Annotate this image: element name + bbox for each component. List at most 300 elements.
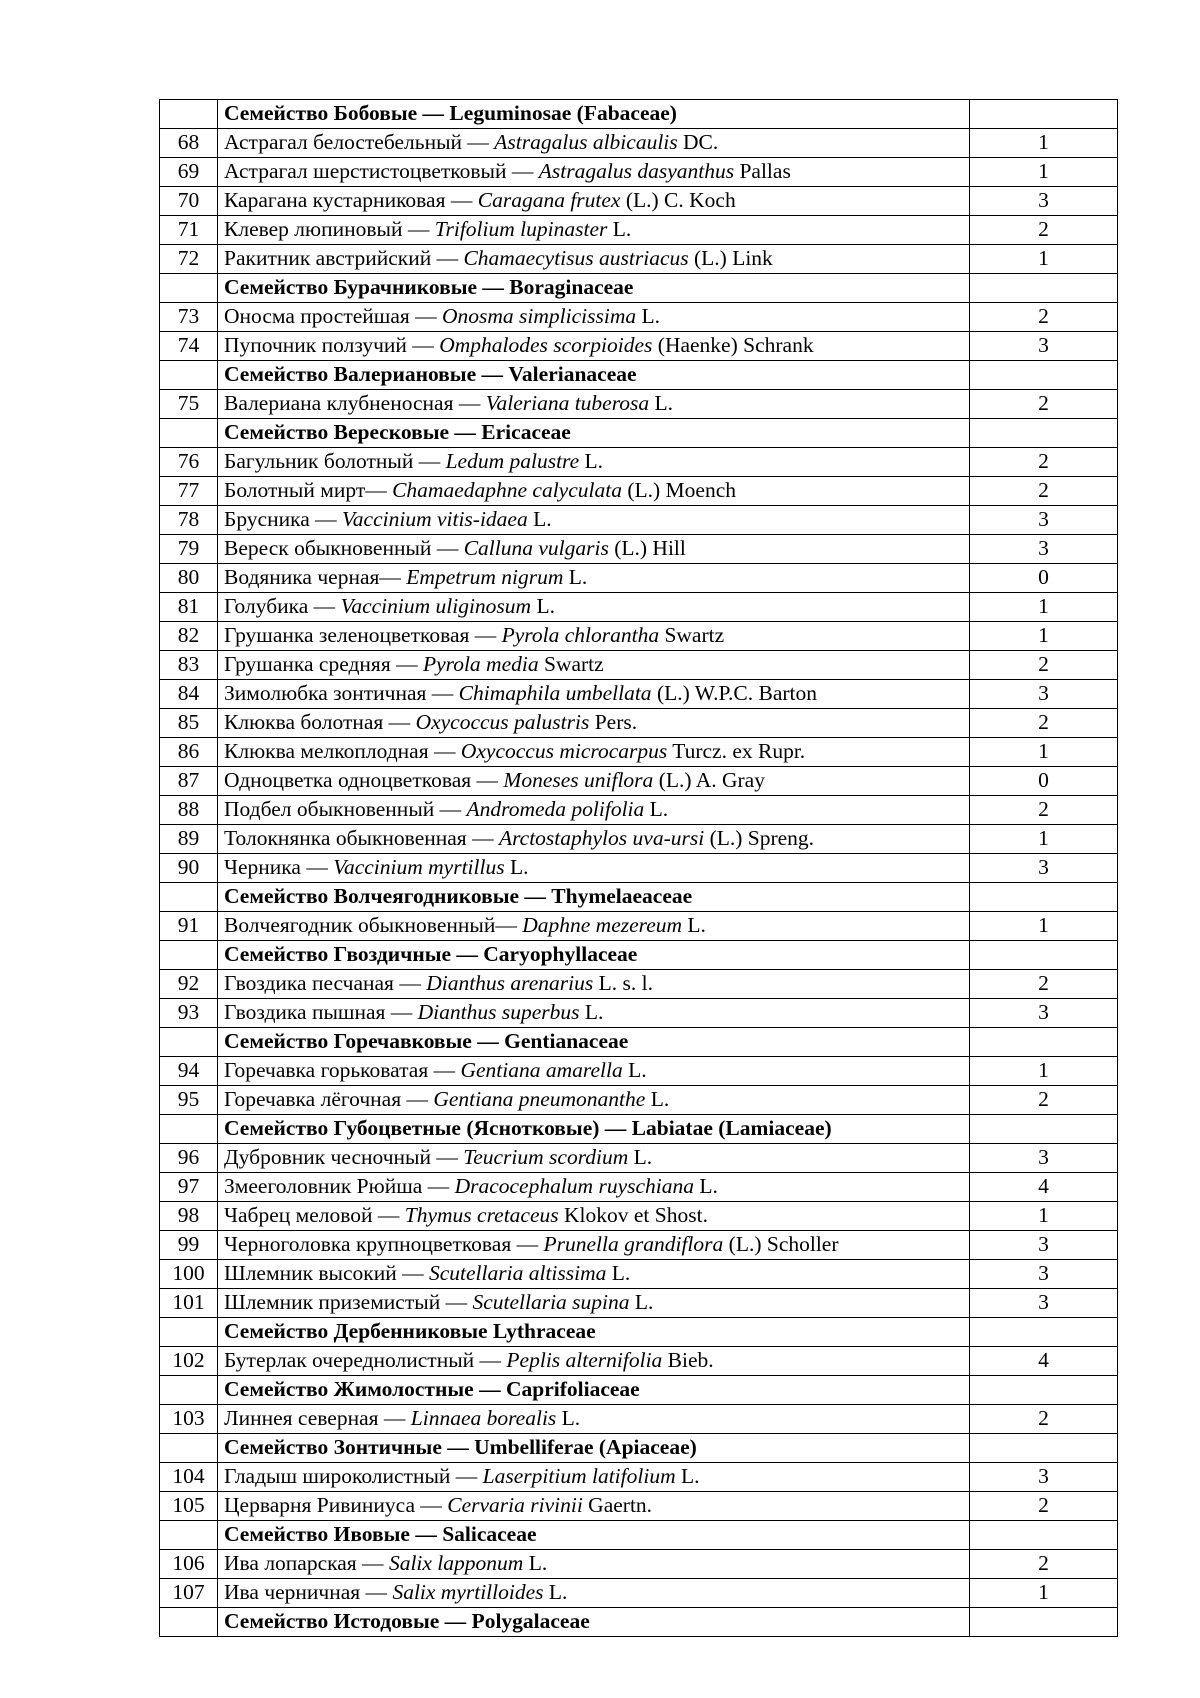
status-category: 1 <box>970 1057 1118 1086</box>
name-text: (L.) A. Gray <box>653 768 765 793</box>
status-category: 2 <box>970 303 1118 332</box>
name-text: Линнея северная — <box>224 1406 411 1431</box>
status-category: 1 <box>970 1579 1118 1608</box>
status-category: 0 <box>970 564 1118 593</box>
family-name <box>218 1115 970 1144</box>
row-number: 70 <box>160 187 218 216</box>
status-category: 4 <box>970 1173 1118 1202</box>
name-text: Гладыш широколистный — <box>224 1464 483 1489</box>
row-number: 72 <box>160 245 218 274</box>
latin-name: Dianthus superbus <box>417 1000 580 1025</box>
species-name <box>218 448 970 477</box>
latin-name: Laserpitium latifolium <box>482 1464 676 1489</box>
status-category <box>970 883 1118 912</box>
latin-name: Gentiana amarella <box>460 1058 623 1083</box>
name-text: (Haenke) Schrank <box>652 333 814 358</box>
family-row <box>160 941 1118 970</box>
row-number: 94 <box>160 1057 218 1086</box>
species-row <box>160 158 1118 187</box>
name-text: Семейство Бобовые — Leguminosae (Fabaceae) <box>224 101 677 126</box>
species-row <box>160 129 1118 158</box>
latin-name: Trifolium lupinaster <box>434 217 608 242</box>
name-text: L. <box>628 1145 653 1170</box>
row-number: 78 <box>160 506 218 535</box>
name-text: L. <box>527 507 552 532</box>
name-text: L. <box>606 1261 631 1286</box>
latin-name: Calluna vulgaris <box>463 536 609 561</box>
latin-name: Astragalus dasyanthus <box>538 159 735 184</box>
name-text: Зимолюбка зонтичная — <box>224 681 459 706</box>
species-name <box>218 158 970 187</box>
status-category: 2 <box>970 651 1118 680</box>
name-text: (L.) W.P.C. Barton <box>651 681 818 706</box>
name-text: L. <box>629 1290 654 1315</box>
species-name <box>218 1550 970 1579</box>
family-row <box>160 1318 1118 1347</box>
latin-name: Moneses uniflora <box>503 768 654 793</box>
latin-name: Arctostaphylos uva-ursi <box>498 826 705 851</box>
latin-name: Salix lapponum <box>388 1551 524 1576</box>
species-row <box>160 651 1118 680</box>
row-number <box>160 1608 218 1637</box>
status-category: 2 <box>970 970 1118 999</box>
row-number: 93 <box>160 999 218 1028</box>
species-row <box>160 303 1118 332</box>
status-category <box>970 1434 1118 1463</box>
status-category <box>970 1028 1118 1057</box>
status-category <box>970 1115 1118 1144</box>
row-number <box>160 361 218 390</box>
status-category: 3 <box>970 1144 1118 1173</box>
family-row <box>160 1521 1118 1550</box>
species-name <box>218 1086 970 1115</box>
row-number <box>160 1434 218 1463</box>
status-category: 3 <box>970 999 1118 1028</box>
name-text: L. <box>644 797 669 822</box>
name-text: Подбел обыкновенный — <box>224 797 467 822</box>
name-text: Водяника черная— <box>224 565 407 590</box>
family-name <box>218 1318 970 1347</box>
row-number: 95 <box>160 1086 218 1115</box>
status-category: 1 <box>970 622 1118 651</box>
row-number: 107 <box>160 1579 218 1608</box>
family-name <box>218 1521 970 1550</box>
species-row <box>160 390 1118 419</box>
latin-name: Chamaecytisus austriacus <box>463 246 689 271</box>
species-row <box>160 1492 1118 1521</box>
species-name <box>218 738 970 767</box>
name-text: Горечавка горьковатая — <box>224 1058 461 1083</box>
status-category: 2 <box>970 477 1118 506</box>
name-text: Gaertn. <box>582 1493 653 1518</box>
species-row <box>160 332 1118 361</box>
row-number: 92 <box>160 970 218 999</box>
latin-name: Astragalus albicaulis <box>494 130 678 155</box>
name-text: DC. <box>677 130 719 155</box>
status-category: 3 <box>970 680 1118 709</box>
name-text: Семейство Жимолостные — Caprifoliaceae <box>224 1377 640 1402</box>
latin-name: Oxycoccus palustris <box>415 710 590 735</box>
name-text: Гвоздика пышная — <box>224 1000 418 1025</box>
status-category: 3 <box>970 1231 1118 1260</box>
row-number: 69 <box>160 158 218 187</box>
table-body <box>160 100 1118 1637</box>
status-category: 1 <box>970 129 1118 158</box>
latin-name: Onosma simplicissima <box>442 304 637 329</box>
status-category <box>970 361 1118 390</box>
family-row <box>160 361 1118 390</box>
latin-name: Vaccinium uliginosum <box>340 594 532 619</box>
status-category: 2 <box>970 1086 1118 1115</box>
species-name <box>218 1405 970 1434</box>
latin-name: Oxycoccus microcarpus <box>460 739 668 764</box>
status-category <box>970 1318 1118 1347</box>
name-text: (L.) C. Koch <box>620 188 736 213</box>
status-category: 1 <box>970 738 1118 767</box>
family-row <box>160 1028 1118 1057</box>
name-text: Семейство Горечавковые — Gentianaceae <box>224 1029 629 1054</box>
latin-name: Linnaea borealis <box>410 1406 557 1431</box>
name-text: Багульник болотный — <box>224 449 446 474</box>
row-number: 90 <box>160 854 218 883</box>
family-row <box>160 274 1118 303</box>
name-text: L. <box>694 1174 718 1199</box>
name-text: L. <box>675 1464 700 1489</box>
latin-name: Scutellaria altissima <box>429 1261 607 1286</box>
status-category: 1 <box>970 912 1118 941</box>
name-text: Черника — <box>224 855 334 880</box>
row-number <box>160 883 218 912</box>
family-name <box>218 100 970 129</box>
name-text: Ива лопарская — <box>224 1551 389 1576</box>
latin-name: Omphalodes scorpioides <box>439 333 653 358</box>
status-category: 2 <box>970 448 1118 477</box>
species-name <box>218 216 970 245</box>
latin-name: Teucrium scordium <box>463 1145 629 1170</box>
species-row <box>160 796 1118 825</box>
row-number: 85 <box>160 709 218 738</box>
row-number: 106 <box>160 1550 218 1579</box>
name-text: Дубровник чесночный — <box>224 1145 464 1170</box>
name-text: L. <box>556 1406 581 1431</box>
status-category <box>970 1376 1118 1405</box>
row-number <box>160 941 218 970</box>
row-number: 96 <box>160 1144 218 1173</box>
status-category <box>970 100 1118 129</box>
name-text: Семейство Волчеягодниковые — Thymelaeaceae <box>224 884 693 909</box>
species-row <box>160 1144 1118 1173</box>
name-text: L. <box>543 1580 568 1605</box>
row-number: 74 <box>160 332 218 361</box>
row-number: 73 <box>160 303 218 332</box>
species-row <box>160 506 1118 535</box>
row-number <box>160 274 218 303</box>
species-row <box>160 912 1118 941</box>
status-category: 2 <box>970 1550 1118 1579</box>
species-name <box>218 129 970 158</box>
species-name <box>218 796 970 825</box>
status-category <box>970 274 1118 303</box>
name-text: Астрагал шерстистоцветковый — <box>224 159 539 184</box>
latin-name: Scutellaria supina <box>472 1290 630 1315</box>
species-name <box>218 332 970 361</box>
status-category: 1 <box>970 593 1118 622</box>
latin-name: Salix myrtilloides <box>392 1580 544 1605</box>
status-category: 3 <box>970 332 1118 361</box>
row-number: 87 <box>160 767 218 796</box>
status-category: 1 <box>970 245 1118 274</box>
name-text: Голубика — <box>224 594 341 619</box>
name-text: (L.) Link <box>688 246 773 271</box>
name-text: Оносма простейшая — <box>224 304 443 329</box>
status-category: 2 <box>970 216 1118 245</box>
species-table <box>159 99 1118 1637</box>
row-number: 80 <box>160 564 218 593</box>
status-category: 2 <box>970 709 1118 738</box>
name-text: Вереск обыкновенный — <box>224 536 464 561</box>
latin-name: Ledum palustre <box>445 449 580 474</box>
species-row <box>160 1086 1118 1115</box>
name-text: (L.) Spreng. <box>704 826 815 851</box>
status-category <box>970 419 1118 448</box>
latin-name: Empetrum nigrum <box>406 565 564 590</box>
name-text: Болотный мирт— <box>224 478 393 503</box>
name-text: (L.) Moench <box>621 478 737 503</box>
row-number <box>160 1521 218 1550</box>
name-text: Одноцветка одноцветковая — <box>224 768 504 793</box>
latin-name: Dracocephalum ruyschiana <box>454 1174 695 1199</box>
status-category: 3 <box>970 1463 1118 1492</box>
latin-name: Valeriana tuberosa <box>485 391 650 416</box>
latin-name: Chimaphila umbellata <box>458 681 652 706</box>
species-name <box>218 187 970 216</box>
status-category: 1 <box>970 1202 1118 1231</box>
species-name <box>218 1347 970 1376</box>
name-text: Бутерлак очереднолистный — <box>224 1348 507 1373</box>
status-category: 2 <box>970 390 1118 419</box>
row-number: 82 <box>160 622 218 651</box>
status-category <box>970 1521 1118 1550</box>
species-row <box>160 1231 1118 1260</box>
name-text: L. <box>563 565 588 590</box>
family-name <box>218 1028 970 1057</box>
status-category: 2 <box>970 796 1118 825</box>
latin-name: Pyrola media <box>422 652 539 677</box>
name-text: L. <box>579 1000 604 1025</box>
family-name <box>218 1434 970 1463</box>
name-text: Swartz <box>538 652 604 677</box>
name-text: Семейство Губоцветные (Яснотковые) — Labiatae (Lamiaceae) <box>224 1116 832 1141</box>
row-number: 75 <box>160 390 218 419</box>
name-text: Pers. <box>589 710 638 735</box>
row-number: 84 <box>160 680 218 709</box>
name-text: Семейство Вересковые — Ericaceae <box>224 420 571 445</box>
name-text: Черноголовка крупноцветковая — <box>224 1232 544 1257</box>
name-text: Пупочник ползучий — <box>224 333 440 358</box>
latin-name: Pyrola chlorantha <box>501 623 660 648</box>
row-number: 101 <box>160 1289 218 1318</box>
row-number: 79 <box>160 535 218 564</box>
species-name <box>218 535 970 564</box>
status-category: 2 <box>970 1492 1118 1521</box>
species-row <box>160 216 1118 245</box>
row-number: 77 <box>160 477 218 506</box>
species-name <box>218 1173 970 1202</box>
species-name <box>218 1579 970 1608</box>
row-number: 98 <box>160 1202 218 1231</box>
species-name <box>218 1202 970 1231</box>
row-number <box>160 1115 218 1144</box>
species-name <box>218 912 970 941</box>
name-text: (L.) Scholler <box>723 1232 839 1257</box>
status-category <box>970 941 1118 970</box>
species-name <box>218 477 970 506</box>
name-text: Семейство Валериановые — Valerianaceae <box>224 362 637 387</box>
species-name <box>218 999 970 1028</box>
latin-name: Vaccinium vitis-idaea <box>342 507 528 532</box>
family-name <box>218 1608 970 1637</box>
name-text: Семейство Истодовые — Polygalaceae <box>224 1609 590 1634</box>
latin-name: Andromeda polifolia <box>466 797 645 822</box>
species-name <box>218 709 970 738</box>
status-category: 1 <box>970 825 1118 854</box>
status-category: 3 <box>970 1289 1118 1318</box>
name-text: Грушанка средняя — <box>224 652 423 677</box>
species-name <box>218 303 970 332</box>
name-text: Брусника — <box>224 507 343 532</box>
row-number <box>160 100 218 129</box>
species-row <box>160 1289 1118 1318</box>
family-row <box>160 100 1118 129</box>
status-category: 3 <box>970 535 1118 564</box>
family-row <box>160 419 1118 448</box>
name-text: Змееголовник Рюйша — <box>224 1174 455 1199</box>
name-text: L. <box>645 1087 670 1112</box>
latin-name: Vaccinium myrtillus <box>333 855 505 880</box>
name-text: Семейство Дербенниковые Lythraceae <box>224 1319 596 1344</box>
name-text: Семейство Ивовые — Salicaceae <box>224 1522 537 1547</box>
row-number: 89 <box>160 825 218 854</box>
name-text: (L.) Hill <box>608 536 686 561</box>
name-text: Чабрец меловой — <box>224 1203 405 1228</box>
species-row <box>160 448 1118 477</box>
species-row <box>160 564 1118 593</box>
species-row <box>160 187 1118 216</box>
row-number <box>160 1028 218 1057</box>
species-name <box>218 564 970 593</box>
species-row <box>160 1173 1118 1202</box>
latin-name: Daphne mezereum <box>522 913 683 938</box>
row-number: 91 <box>160 912 218 941</box>
species-row <box>160 1202 1118 1231</box>
species-name <box>218 1260 970 1289</box>
species-name <box>218 390 970 419</box>
name-text: Ива черничная — <box>224 1580 393 1605</box>
latin-name: Chamaedaphne calyculata <box>392 478 622 503</box>
species-row <box>160 477 1118 506</box>
row-number <box>160 419 218 448</box>
species-name <box>218 680 970 709</box>
status-category <box>970 1608 1118 1637</box>
name-text: Валериана клубненосная — <box>224 391 486 416</box>
name-text: Turcz. ex Rupr. <box>667 739 806 764</box>
species-name <box>218 651 970 680</box>
species-name <box>218 1463 970 1492</box>
species-row <box>160 1057 1118 1086</box>
name-text: Ракитник австрийский — <box>224 246 464 271</box>
name-text: L. <box>531 594 555 619</box>
species-row <box>160 738 1118 767</box>
name-text: Pallas <box>734 159 791 184</box>
species-name <box>218 1492 970 1521</box>
name-text: Грушанка зеленоцветковая — <box>224 623 502 648</box>
row-number <box>160 1376 218 1405</box>
name-text: L. s. l. <box>593 971 653 996</box>
row-number: 71 <box>160 216 218 245</box>
status-category: 3 <box>970 187 1118 216</box>
family-name <box>218 274 970 303</box>
name-text: Клюква болотная — <box>224 710 416 735</box>
family-row <box>160 883 1118 912</box>
species-name <box>218 1231 970 1260</box>
species-name <box>218 970 970 999</box>
status-category: 2 <box>970 1405 1118 1434</box>
row-number: 104 <box>160 1463 218 1492</box>
species-name <box>218 245 970 274</box>
row-number: 76 <box>160 448 218 477</box>
species-row <box>160 1260 1118 1289</box>
name-text: Klokov et Shost. <box>558 1203 708 1228</box>
row-number: 97 <box>160 1173 218 1202</box>
name-text: Клевер люпиновый — <box>224 217 435 242</box>
latin-name: Caragana frutex <box>477 188 621 213</box>
species-row <box>160 709 1118 738</box>
species-name <box>218 767 970 796</box>
latin-name: Prunella grandiflora <box>543 1232 724 1257</box>
species-name <box>218 825 970 854</box>
name-text: Шлемник высокий — <box>224 1261 429 1286</box>
latin-name: Cervaria rivinii <box>447 1493 583 1518</box>
row-number: 68 <box>160 129 218 158</box>
row-number: 105 <box>160 1492 218 1521</box>
name-text: Астрагал белостебельный — <box>224 130 495 155</box>
species-row <box>160 854 1118 883</box>
status-category: 0 <box>970 767 1118 796</box>
row-number: 88 <box>160 796 218 825</box>
status-category: 3 <box>970 854 1118 883</box>
species-name <box>218 1144 970 1173</box>
name-text: Семейство Гвоздичные — Caryophyllaceae <box>224 942 638 967</box>
status-category: 3 <box>970 506 1118 535</box>
species-row <box>160 622 1118 651</box>
species-name <box>218 1057 970 1086</box>
name-text: Волчеягодник обыкновенный— <box>224 913 523 938</box>
name-text: L. <box>607 217 632 242</box>
latin-name: Peplis alternifolia <box>506 1348 663 1373</box>
status-category: 3 <box>970 1260 1118 1289</box>
name-text: L. <box>504 855 529 880</box>
family-row <box>160 1115 1118 1144</box>
species-row <box>160 999 1118 1028</box>
latin-name: Thymus cretaceus <box>404 1203 559 1228</box>
row-number: 100 <box>160 1260 218 1289</box>
species-row <box>160 535 1118 564</box>
species-row <box>160 1347 1118 1376</box>
latin-name: Gentiana pneumonanthe <box>433 1087 646 1112</box>
species-row <box>160 1463 1118 1492</box>
family-row <box>160 1376 1118 1405</box>
name-text: L. <box>649 391 674 416</box>
